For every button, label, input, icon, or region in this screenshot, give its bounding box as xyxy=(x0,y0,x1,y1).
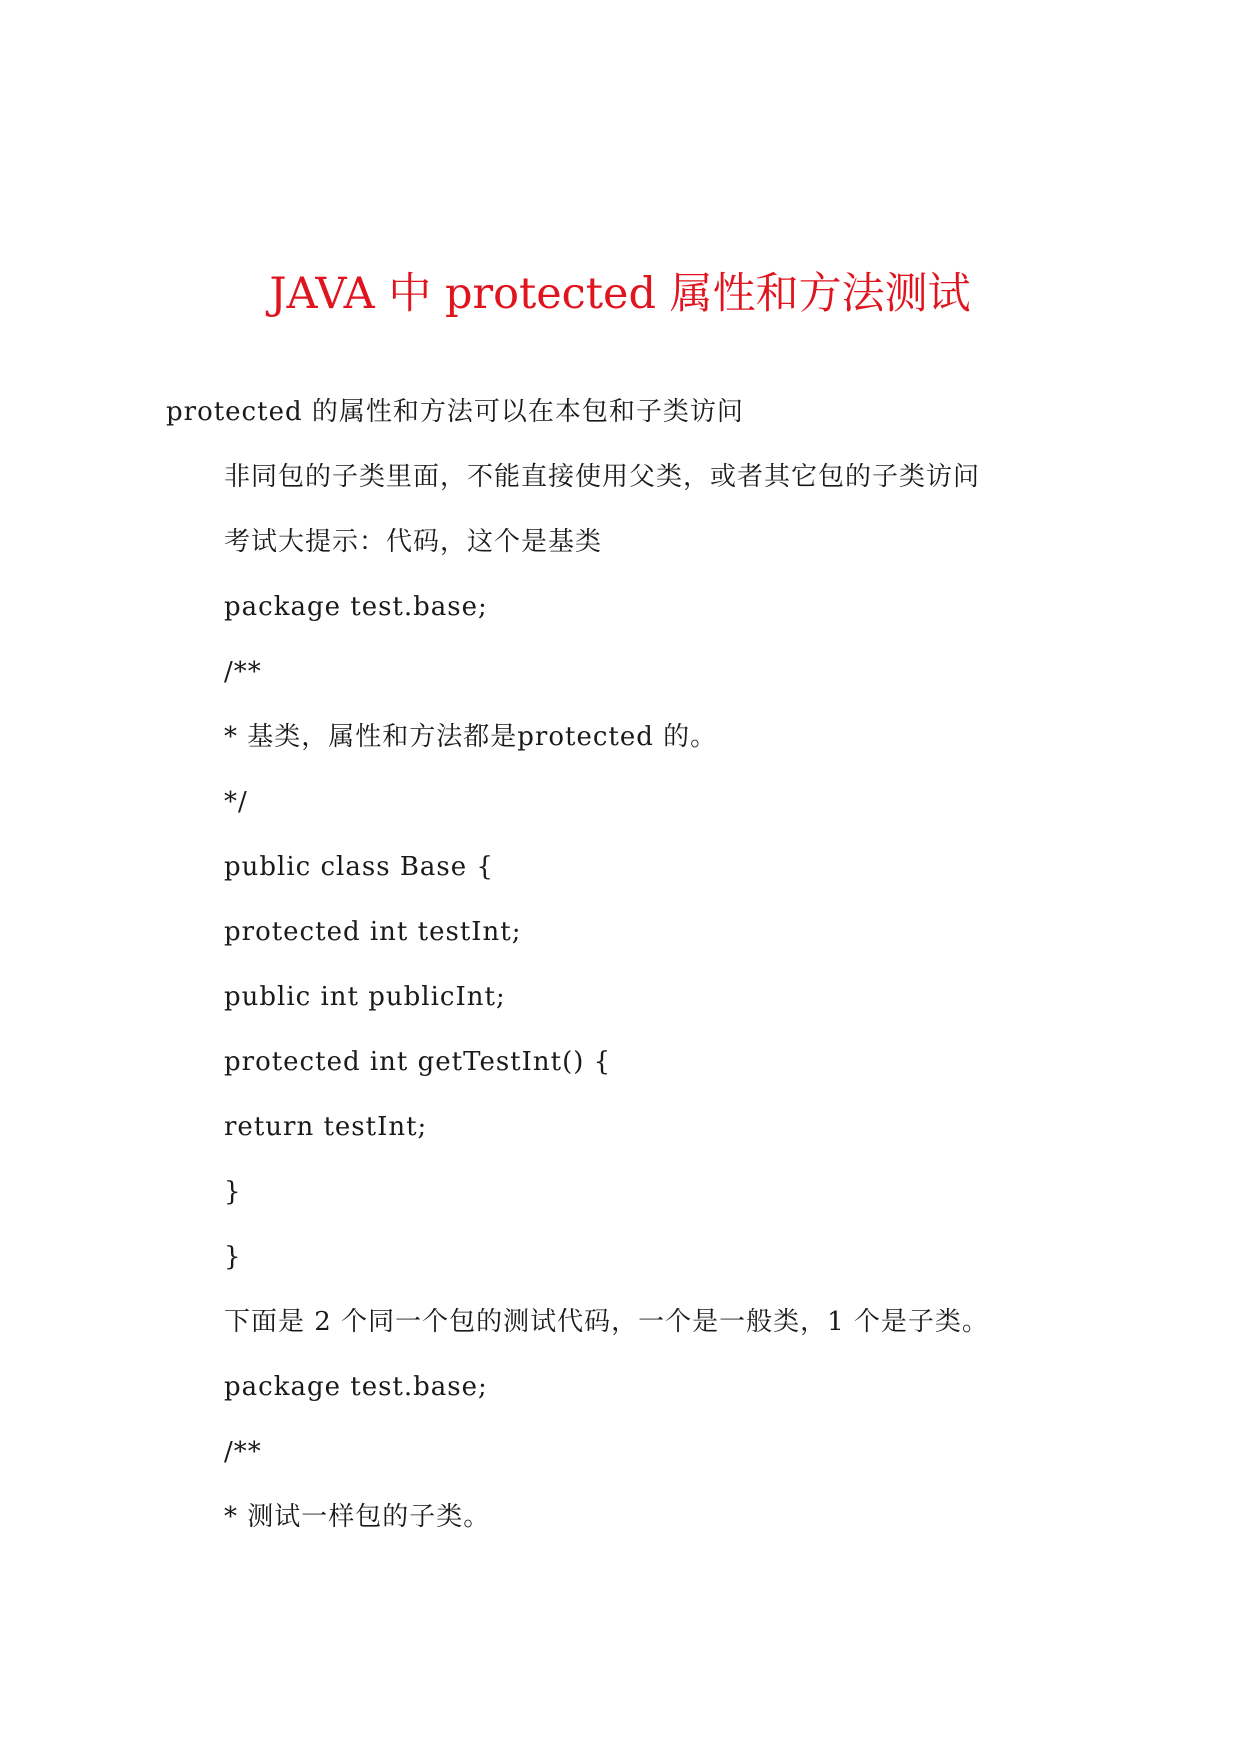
paragraph-same-package: 下面是 2 个同一个包的测试代码，一个是一般类，1 个是子类。 xyxy=(224,1307,989,1337)
code-line: return testInt; xyxy=(224,1112,428,1142)
code-line: /** xyxy=(224,657,262,687)
document-body xyxy=(0,380,1240,1550)
paragraph-note: 非同包的子类里面，不能直接使用父类，或者其它包的子类访问 xyxy=(224,462,981,492)
code-line: package test.base; xyxy=(224,1372,488,1402)
code-line: */ xyxy=(224,787,248,817)
code-line: * 基类，属性和方法都是protected 的。 xyxy=(224,722,718,752)
paragraph-intro: protected 的属性和方法可以在本包和子类访问 xyxy=(166,397,744,427)
code-line: } xyxy=(224,1242,242,1272)
code-line: public class Base { xyxy=(224,852,494,882)
code-line: } xyxy=(224,1177,242,1207)
paragraph-hint: 考试大提示：代码，这个是基类 xyxy=(224,527,603,557)
code-line: * 测试一样包的子类。 xyxy=(224,1502,491,1532)
document-title: JAVA 中 protected 属性和方法测试 xyxy=(269,269,971,319)
code-line: /** xyxy=(224,1437,262,1467)
code-line: protected int testInt; xyxy=(224,917,522,947)
code-line: package test.base; xyxy=(224,592,488,622)
code-line: protected int getTestInt() { xyxy=(224,1047,612,1077)
code-line: public int publicInt; xyxy=(224,982,506,1012)
